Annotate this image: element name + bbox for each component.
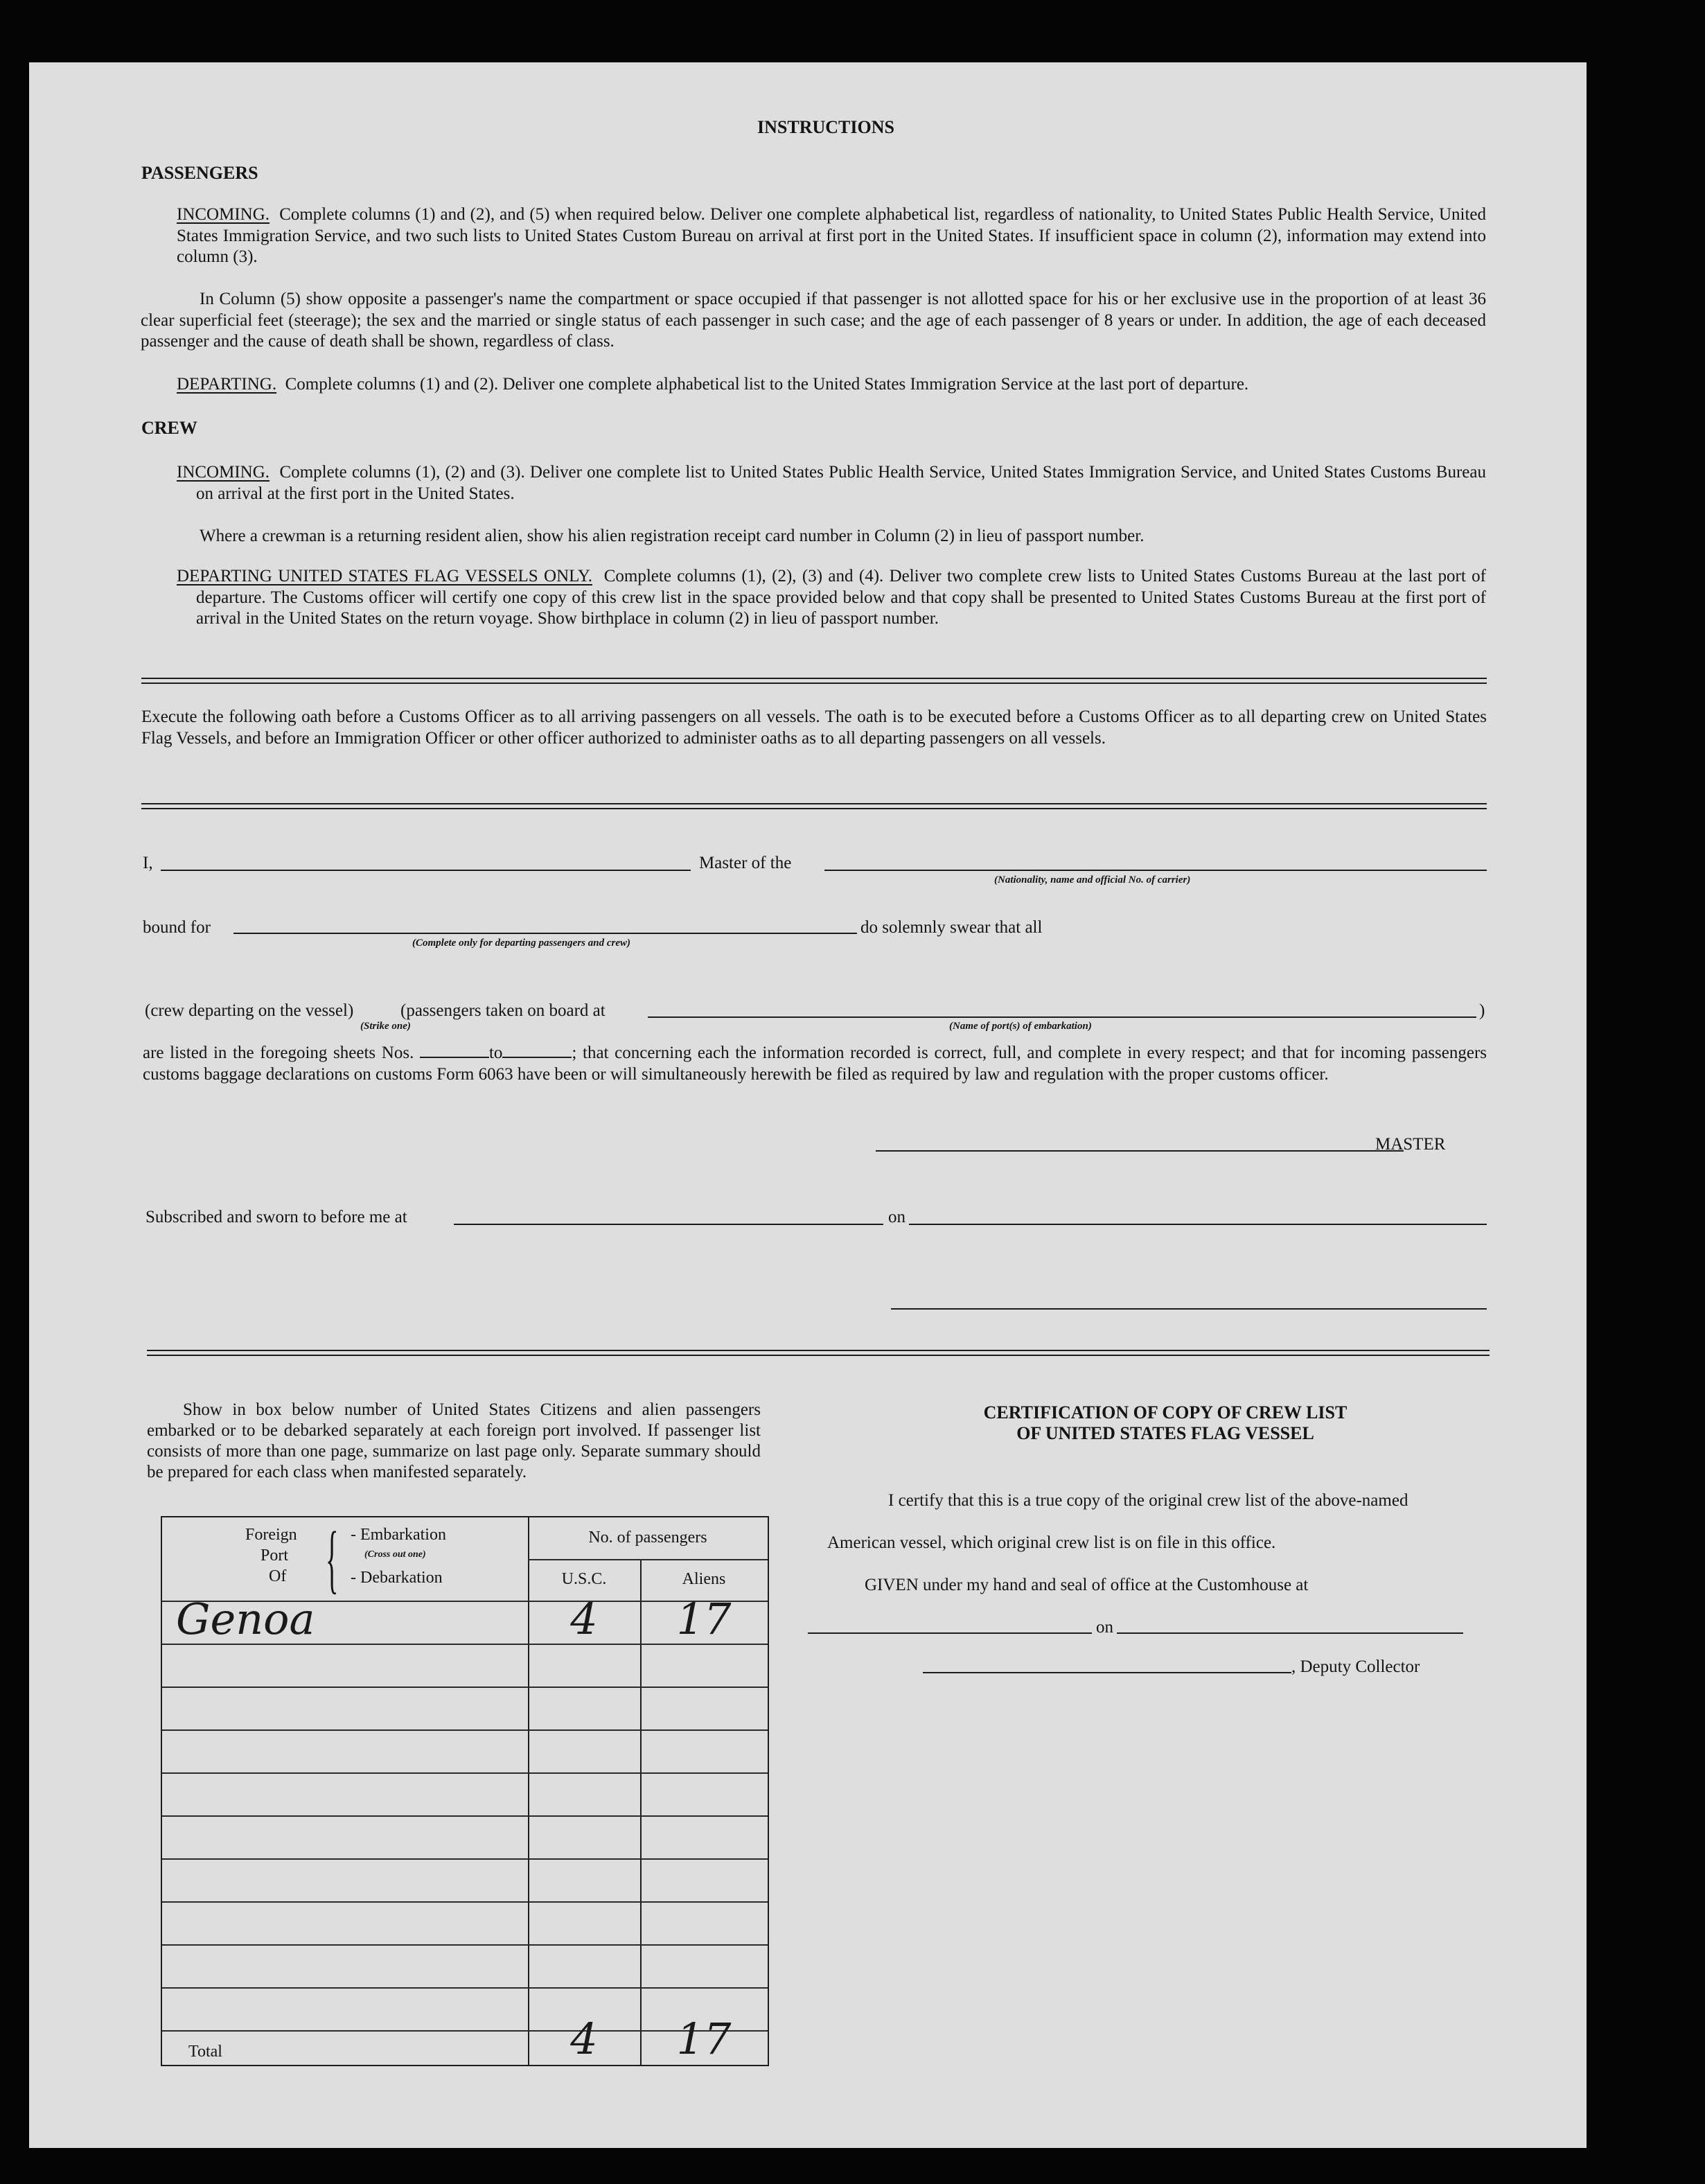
table-row — [162, 1901, 768, 1944]
crew-heading: CREW — [141, 418, 197, 438]
subscribed-label: Subscribed and sworn to before me at — [145, 1208, 407, 1226]
master-of-the-label: Master of the — [699, 854, 792, 872]
passengers-heading: PASSENGERS — [141, 163, 258, 183]
passengers-incoming-label: INCOMING. — [177, 205, 270, 224]
table-row — [162, 1944, 768, 1987]
table-row — [162, 1729, 768, 1772]
usc-cell[interactable]: 4 — [570, 1594, 598, 1644]
nationality-caption: (Nationality, name and official No. of carrier) — [994, 874, 1191, 886]
total-label: Total — [188, 2043, 222, 2061]
customhouse-field[interactable] — [808, 1632, 1092, 1634]
master-signature-field[interactable] — [876, 1150, 1404, 1152]
certify-text-line1: I certify that this is a true copy of the original crew list of the above-named — [888, 1491, 1408, 1510]
passengers-incoming-paragraph — [177, 204, 1486, 268]
sworn-place-field[interactable] — [454, 1224, 883, 1225]
table-body — [162, 1594, 768, 2030]
embarkation-ports-field[interactable] — [648, 1016, 1476, 1018]
are-listed-text: are listed in the foregoing sheets Nos. — [143, 1043, 414, 1062]
complete-only-caption: (Complete only for departing passengers and crew) — [412, 937, 630, 949]
master-label: MASTER — [1375, 1135, 1446, 1154]
certification-on-label: on — [1096, 1618, 1113, 1637]
crew-departing-option[interactable]: (crew departing on the vessel) — [145, 1001, 354, 1020]
sworn-date-field[interactable] — [909, 1224, 1487, 1225]
header-debarkation: - Debarkation — [351, 1569, 443, 1587]
header-port: Port — [260, 1547, 289, 1565]
departing-us-flag-label: DEPARTING UNITED STATES FLAG VESSELS ONLY. — [177, 567, 592, 585]
concerning-text: ; that concerning each the information recorded is correct, full, and complete in every respect; and that for incoming passengers customs baggage declarations on customs Form 6063 have been or will simultaneously herewith be filed as required by law and regulation with the proper customs officer. — [143, 1043, 1487, 1084]
header-aliens: Aliens — [682, 1570, 726, 1588]
passengers-departing-paragraph — [177, 373, 1486, 395]
carrier-field[interactable] — [824, 870, 1487, 871]
table-row — [162, 1644, 768, 1687]
table-row — [162, 1858, 768, 1901]
column5-paragraph: In Column (5) show opposite a passenger's name the compartment or space occupied if that passenger is not allotted space for his or her exclusive use in the proportion of at least 36 clear superficial feet (steerage); the sex and the married or single status of each passenger in such case; and the age of each passenger of 8 years or under. In addition, the age of each deceased passenger and the cause of death shall be shown, regardless of class. — [141, 290, 1486, 351]
total-aliens-value[interactable]: 17 — [676, 2014, 732, 2064]
strike-one-caption: (Strike one) — [360, 1021, 411, 1032]
total-usc-value[interactable]: 4 — [570, 2014, 598, 2064]
port-cell[interactable]: Genoa — [176, 1594, 315, 1644]
oath-bottom-divider — [147, 1350, 1490, 1356]
table-row — [162, 1772, 768, 1815]
crew-incoming-label: INCOMING. — [177, 463, 270, 482]
header-usc: U.S.C. — [561, 1570, 607, 1588]
ports-caption: (Name of port(s) of embarkation) — [949, 1021, 1092, 1032]
crew-incoming-paragraph — [177, 462, 1486, 504]
table-row — [162, 1594, 768, 1644]
departing-us-flag-paragraph — [177, 566, 1486, 630]
table-row — [162, 1815, 768, 1858]
header-cross-out: (Cross out one) — [364, 1549, 426, 1560]
close-paren: ) — [1479, 1001, 1485, 1020]
oath-intro: Execute the following oath before a Customs Officer as to all arriving passengers on all vessels. The oath is to be executed before a Customs Officer as to all departing crew on United States Flag Vessels, and before an Immigration Officer or other officer authorized to administer oaths as to all departing passengers on all vessels. — [141, 707, 1487, 748]
official-signature-field[interactable] — [891, 1308, 1487, 1310]
master-name-field[interactable] — [161, 870, 691, 871]
bound-for-label: bound for — [143, 918, 211, 937]
to-label: to — [488, 1043, 503, 1062]
deputy-signature-field[interactable] — [923, 1672, 1291, 1673]
crewman-paragraph: Where a crewman is a returning resident alien, show his alien registration receipt card number in Column (2) in lieu of passport number. — [200, 527, 1145, 545]
header-brace: { — [326, 1516, 339, 1601]
passengers-incoming-text: Complete columns (1) and (2), and (5) when required below. Deliver one complete alphabetical list, regardless of nationality, to United States Public Health Service, United States Immigration Service, and two such lists to United States Custom Bureau on arrival at first port in the United States. If insufficient space in column (2), information may extend into column (3). — [177, 205, 1486, 266]
sworn-on-label: on — [888, 1208, 905, 1226]
oath-divider — [141, 803, 1487, 809]
passengers-taken-option[interactable]: (passengers taken on board at — [400, 1001, 606, 1020]
certification-title-line1: CERTIFICATION OF COPY OF CREW LIST — [983, 1402, 1348, 1423]
bound-for-field[interactable] — [233, 933, 857, 934]
passengers-departing-label: DEPARTING. — [177, 375, 277, 394]
given-text: GIVEN under my hand and seal of office at the Customhouse at — [865, 1576, 1309, 1594]
oath-body — [143, 1043, 1487, 1085]
crew-incoming-text: Complete columns (1), (2) and (3). Deliver one complete list to United States Public Health Service, United States Immigration Service, and United States Customs Bureau on arrival at the first port in the United States. — [196, 463, 1486, 503]
header-embarkation: - Embarkation — [351, 1526, 446, 1544]
header-of: Of — [269, 1567, 287, 1585]
sheet-to-field[interactable] — [502, 1044, 572, 1058]
table-row — [162, 1687, 768, 1729]
certification-date-field[interactable] — [1117, 1632, 1463, 1634]
deputy-collector-label: , Deputy Collector — [1291, 1657, 1420, 1676]
oath-i-label: I, — [143, 854, 153, 872]
departing-us-flag-text: Complete columns (1), (2), (3) and (4). Deliver two complete crew lists to United States Customs Bureau at the last port of departure. The Customs officer will certify one copy of this crew list in the space provided below and that copy shall be presented to United States Customs Bureau at the first port of arrival in the United States on the return voyage. Show birthplace in column (2) in lieu of passport number. — [196, 567, 1486, 628]
table-divider — [528, 1559, 768, 1560]
aliens-cell[interactable]: 17 — [676, 1594, 732, 1644]
passengers-departing-text: Complete columns (1) and (2). Deliver one complete alphabetical list to the United States Immigration Service at the last port of departure. — [285, 375, 1249, 394]
header-no-passengers: No. of passengers — [588, 1529, 707, 1547]
sheet-from-field[interactable] — [420, 1044, 489, 1058]
passenger-summary-table — [161, 1516, 769, 2066]
instructions-title: INSTRUCTIONS — [757, 117, 894, 137]
certify-text-line2: American vessel, which original crew list is on file in this office. — [827, 1533, 1276, 1552]
certification-title-line2: OF UNITED STATES FLAG VESSEL — [1016, 1423, 1314, 1443]
swear-text: do solemnly swear that all — [860, 918, 1043, 937]
section-divider — [141, 678, 1487, 684]
header-foreign: Foreign — [245, 1526, 297, 1544]
summary-instructions: Show in box below number of United States Citizens and alien passengers embarked or to be debarked separately at each foreign port involved. If passenger list consists of more than one page, summarize on last page only. Separate summary should be prepared for each class when manifested separately. — [147, 1400, 761, 1481]
form-page — [29, 62, 1587, 2148]
